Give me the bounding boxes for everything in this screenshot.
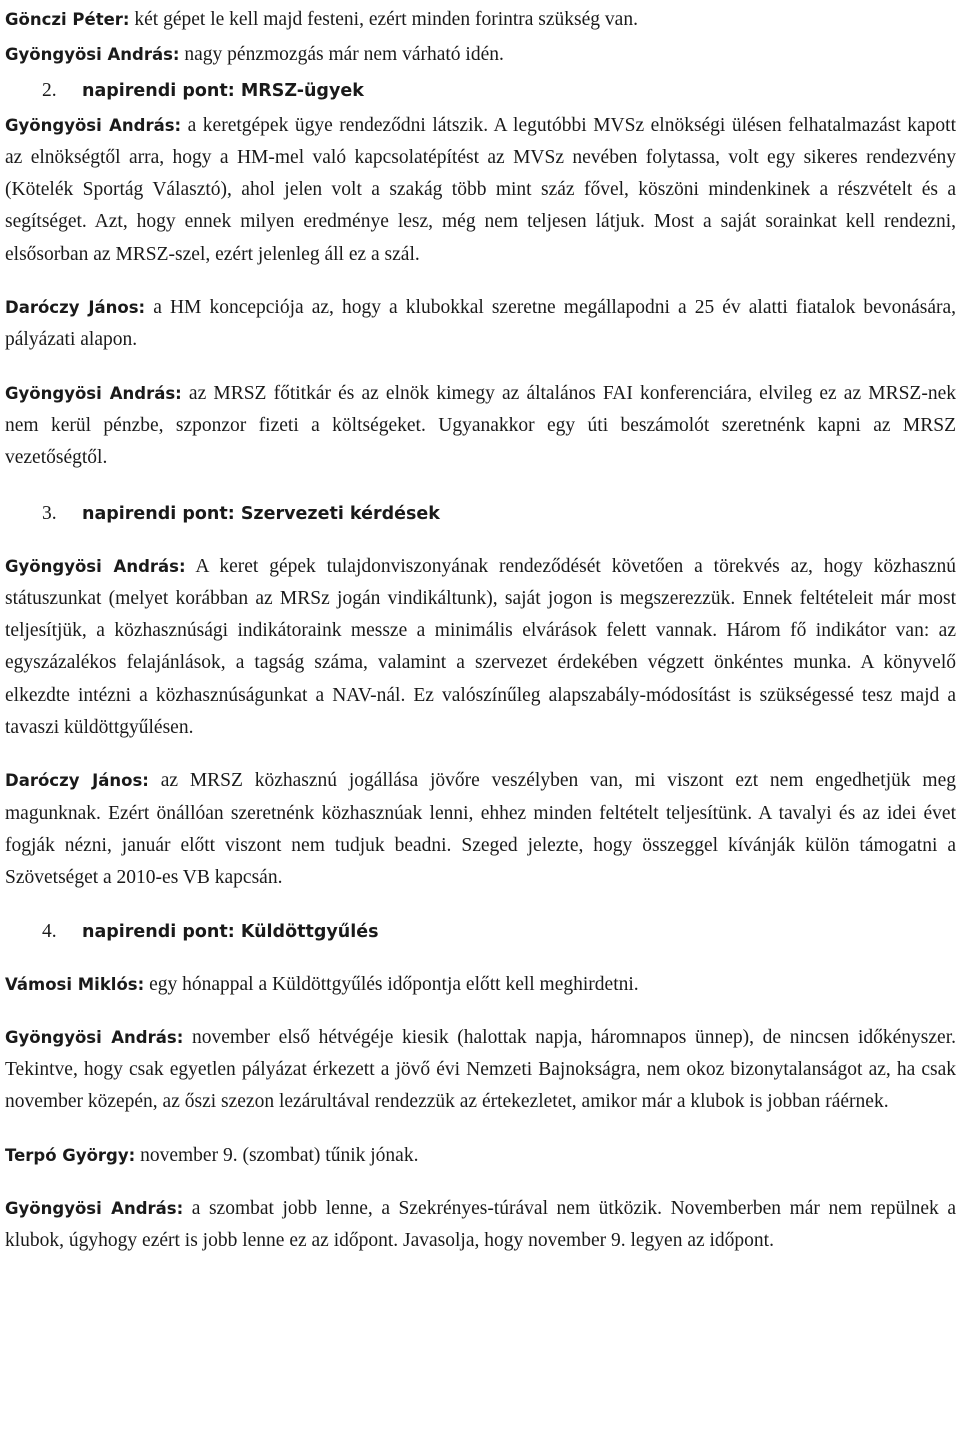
statement-text: november első hétvégéje kiesik (halottak napja, háromnapos ünnep), de nincsen időkényszer. Tekintve, hogy csak egyetlen pályázat érkezett a jövő évi Nemzeti Bajnokságra, nem okoz bizonytalanságot az, ha csak november közepén, az őszi szezon lezárultával rendezzük az értekezletet, amikor már a klubok is jobban ráérnek.: [5, 1026, 956, 1113]
speaker-name: Daróczy János:: [5, 771, 149, 791]
statement-text: a HM koncepciója az, hogy a klubokkal szeretne megállapodni a 25 év alatti fiatalok bevonására, pályázati alapon.: [5, 297, 957, 351]
document-page: [5, 0, 956, 1258]
minutes-paragraph: [5, 1193, 956, 1258]
statement-text: egy hónappal a Küldöttgyűlés időpontja előtt kell meghirdetni.: [144, 973, 639, 995]
minutes-paragraph: [5, 292, 956, 357]
speaker-name: Gyöngyösi András:: [5, 1199, 184, 1219]
agenda-item-number: 3.: [42, 502, 57, 524]
speaker-name: Gyöngyösi András:: [5, 115, 182, 135]
minutes-paragraph: [5, 1140, 956, 1172]
minutes-paragraph: [5, 4, 956, 36]
speaker-name: Vámosi Miklós:: [5, 974, 145, 994]
agenda-item-number: 4.: [42, 920, 57, 942]
statement-text: a keretgépek ügye rendeződni látszik. A legutóbbi MVSz elnökségi ülésen felhatalmazást kapott az elnökségtől arra, hogy a HM-mel való kapcsolatépítést az MVSz nevében folytassa, volt egy sikeres rendezvény (Kötelék Sportág Választó), ahol jelen volt a szakág több mint száz fővel, köszöni mindenkinek a részvételt és a segítséget. Azt, hogy ennek milyen eredménye lesz, még nem teljesen látjuk. Most a saját sorainkat kell rendezni, elsősorban az MRSZ-szel, ezért jelenleg áll ez a szál.: [5, 114, 956, 265]
minutes-paragraph: [5, 378, 956, 475]
statement-text: két gépet le kell majd festeni, ezért minden forintra szükség van.: [129, 9, 638, 30]
statement-text: november 9. (szombat) tűnik jónak.: [135, 1144, 419, 1166]
speaker-name: Gyöngyösi András:: [5, 1027, 184, 1047]
statement-text: az MRSZ főtitkár és az elnök kimegy az általános FAI konferenciára, elvileg ez az MRSZ-nek nem kerül pénzbe, szponzor fizeti a költségeket. Ugyanakkor egy úti beszámolót szeretnénk kapni az MRSZ vezetőségtől.: [5, 382, 956, 469]
speaker-name: Terpó György:: [5, 1145, 136, 1165]
speaker-name: Gyöngyösi András:: [5, 383, 182, 403]
minutes-paragraph: [5, 1022, 956, 1119]
agenda-item-heading: [5, 498, 956, 530]
statement-text: A keret gépek tulajdonviszonyának rendeződését követően a törekvés az, hogy közhasznú státuszunkat (melyet korábban az MRSz jogán vindikáltunk), saját jogon is megszerezzük. Ennek feltételeit már most teljesítjük, a közhasznúsági indikátoraink messze a minimális elvárások felett vannak. Három fő indikátor van: az egyszázalékos felajánlások, a tagság száma, valamint a szervezet érdekében végzett önkéntes munka. A könyvelő elkezdte intézni a közhasznúságunkat a NAV-nál. Ez valószínűleg alapszabály-módosítást is szükségessé tesz majd a tavaszi küldöttgyűlésen.: [5, 555, 956, 739]
agenda-item-number: 2.: [42, 79, 57, 101]
minutes-paragraph: [5, 110, 956, 271]
agenda-item-title: napirendi pont: MRSZ-ügyek: [82, 80, 364, 101]
agenda-item-heading: [5, 75, 956, 107]
speaker-name: Gyöngyösi András:: [5, 45, 180, 65]
speaker-name: Gyöngyösi András:: [5, 556, 186, 576]
speaker-name: Gönczi Péter:: [5, 10, 130, 29]
minutes-paragraph: [5, 551, 956, 745]
minutes-paragraph: [5, 765, 956, 894]
statement-text: nagy pénzmozgás már nem várható idén.: [179, 44, 504, 66]
statement-text: a szombat jobb lenne, a Szekrényes-túrával nem ütközik. Novemberben már nem repülnek a klubok, úgyhogy ezért is jobb lenne ez az időpont. Javasolja, hogy november 9. legyen az időpont.: [5, 1198, 956, 1252]
speaker-name: Daróczy János:: [5, 298, 146, 318]
statement-text: az MRSZ közhasznú jogállása jövőre veszélyben van, mi viszont ezt nem engedhetjük meg magunknak. Ezért önállóan szeretnénk közhasznúak lenni, ehhez minden feltételt teljesítünk. A tavalyi és az idei évet fogják nézni, január előtt viszont nem tudjuk beadni. Szeged jelezte, hogy összeggel kívánják külön támogatni a Szövetséget a 2010-es VB kapcsán.: [5, 770, 956, 889]
minutes-paragraph: [5, 969, 956, 1001]
minutes-paragraph: [5, 39, 956, 71]
agenda-item-heading: [5, 916, 956, 948]
agenda-item-title: napirendi pont: Küldöttgyűlés: [82, 921, 379, 942]
agenda-item-title: napirendi pont: Szervezeti kérdések: [82, 503, 440, 524]
